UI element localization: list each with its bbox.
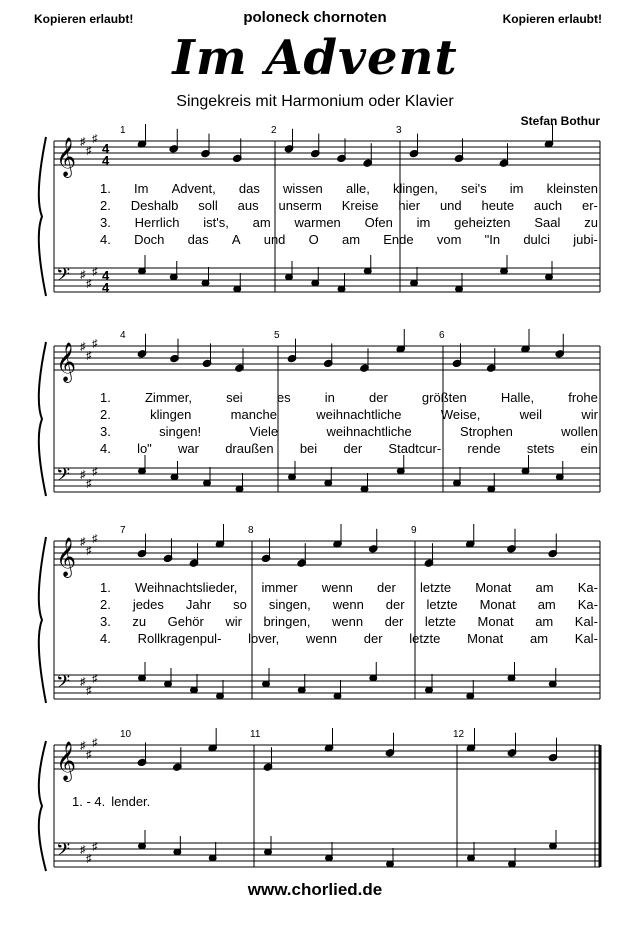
lyric-word: Monat — [477, 614, 514, 629]
verse-number: 3. — [100, 215, 111, 230]
measure-number: 6 — [439, 330, 445, 341]
lyric-word: dulci — [523, 232, 551, 247]
measure-number: 9 — [411, 525, 417, 536]
lyric-word: kleinsten — [546, 181, 598, 196]
lyric-word: jubi- — [573, 232, 598, 247]
bass-clef-icon: 𝄢 — [56, 840, 71, 865]
bass-notehead — [139, 268, 146, 274]
lyric-word: der — [343, 441, 363, 456]
lyric-word: Doch — [134, 232, 165, 247]
lyric-word: zu — [132, 614, 147, 629]
sharp-icon: ♯ — [80, 676, 86, 688]
lyric-word: am — [252, 215, 271, 230]
lyric-word: lo" — [137, 441, 152, 456]
measure-number: 4 — [120, 330, 126, 341]
lyric-line — [100, 580, 598, 595]
lyric-word: frohe — [568, 390, 598, 405]
sharp-icon: ♯ — [92, 841, 98, 853]
lyric-word: wir — [225, 614, 242, 629]
lyric-word: Jahr — [185, 597, 212, 612]
sharp-icon: ♯ — [80, 269, 86, 281]
bass-notehead — [171, 474, 178, 480]
sharp-icon: ♯ — [92, 266, 98, 278]
sharp-icon: ♯ — [80, 469, 86, 481]
lyric-line — [100, 631, 598, 646]
bass-notehead — [289, 474, 296, 480]
measure-number: 11 — [250, 729, 261, 740]
verse-number: 1. — [100, 580, 111, 595]
bass-notehead — [501, 268, 508, 274]
lyric-word: größten — [421, 390, 467, 405]
lyric-word: Zimmer, — [144, 390, 192, 405]
lyric-word: singen, — [268, 597, 311, 612]
lyric-word: sei's — [460, 181, 487, 196]
lyric-word: wir — [581, 407, 598, 422]
lyric-word: Im — [134, 181, 149, 196]
lyric-word: klingen — [150, 407, 192, 422]
bass-notehead — [298, 687, 305, 693]
website-url[interactable]: www.chorlied.de — [247, 880, 383, 899]
verse-number: 1. — [100, 181, 111, 196]
verse-number: 1. — [100, 390, 111, 405]
sharp-icon: ♯ — [92, 673, 98, 685]
sharp-icon: ♯ — [86, 853, 92, 865]
lyric-line — [100, 232, 598, 247]
lyric-word: weil — [519, 407, 543, 422]
lyric-word: auch — [533, 198, 563, 213]
measure-number: 12 — [453, 729, 465, 740]
lyric-line — [100, 390, 598, 405]
lyric-word: letzte — [426, 597, 458, 612]
lyric-word: A — [231, 232, 241, 247]
verse-number: 1. - 4. — [72, 794, 106, 809]
lyric-word: wollen — [561, 424, 598, 439]
lyric-word: der — [368, 390, 388, 405]
verse-number: 2. — [100, 407, 111, 422]
bass-notehead — [234, 286, 241, 292]
lyric-word: zu — [584, 215, 598, 230]
measure-number: 1 — [120, 125, 126, 136]
bass-notehead — [549, 681, 556, 687]
bass-notehead — [467, 693, 474, 699]
lyric-word: ist's, — [203, 215, 229, 230]
lyric-word: Ka- — [577, 597, 598, 612]
measure-number: 10 — [120, 729, 132, 740]
treble-clef-icon: 𝄞 — [56, 537, 77, 577]
bass-notehead — [361, 486, 368, 492]
copy-permission-left: Kopieren erlaubt! — [34, 12, 134, 26]
verse-number: 4. — [100, 232, 111, 247]
lyric-word: am — [537, 597, 556, 612]
lyric-word: Viele — [249, 424, 279, 439]
copy-permission-right: Kopieren erlaubt! — [502, 12, 602, 26]
lyric-line — [100, 215, 598, 230]
bass-notehead — [312, 280, 319, 286]
lyric-word: wenn — [305, 631, 338, 646]
lyric-word: aus — [237, 198, 259, 213]
sharp-icon: ♯ — [80, 341, 86, 353]
bass-notehead — [508, 675, 515, 681]
bass-notehead — [454, 480, 461, 486]
sharp-icon: ♯ — [92, 133, 98, 145]
lyric-word: Kal- — [574, 614, 598, 629]
bass-notehead — [411, 280, 418, 286]
bass-notehead — [334, 693, 341, 699]
lyric-word: singen! — [159, 424, 202, 439]
lyric-word: bei — [299, 441, 318, 456]
lyric-word: Kal- — [574, 631, 598, 646]
bass-notehead — [325, 480, 332, 486]
bass-notehead — [556, 474, 563, 480]
bass-clef-icon: 𝄢 — [56, 672, 71, 697]
bass-notehead — [139, 843, 146, 849]
lyric-word: ein — [580, 441, 598, 456]
sharp-icon: ♯ — [86, 685, 92, 697]
lyric-word: am — [535, 580, 554, 595]
bass-notehead — [209, 855, 216, 861]
bass-notehead — [509, 861, 516, 867]
sharp-icon: ♯ — [80, 536, 86, 548]
sharp-icon: ♯ — [80, 740, 86, 752]
time-signature-top: 4 — [102, 268, 110, 283]
lyric-word: Stadtcur- — [388, 441, 442, 456]
lyric-word: der — [363, 631, 383, 646]
bass-notehead — [426, 687, 433, 693]
bass-notehead — [170, 274, 177, 280]
measure-number: 8 — [248, 525, 254, 536]
bass-notehead — [139, 468, 146, 474]
lyric-word: und — [439, 198, 462, 213]
lyric-word: immer — [261, 580, 298, 595]
sharp-icon: ♯ — [92, 737, 98, 749]
lyric-word: der — [384, 614, 404, 629]
lyric-line — [100, 198, 598, 213]
song-title: Im Advent — [172, 30, 458, 86]
lyric-word: geheizten — [454, 215, 511, 230]
lyric-word: lender. — [111, 794, 151, 809]
system-brace — [39, 537, 46, 703]
verse-number: 2. — [100, 198, 111, 213]
lyric-word: letzte — [424, 614, 456, 629]
bass-clef-icon: 𝄢 — [56, 465, 71, 490]
lyric-word: O — [308, 232, 319, 247]
lyric-word: "In — [484, 232, 501, 247]
sharp-icon: ♯ — [80, 844, 86, 856]
bass-notehead — [191, 687, 198, 693]
lyric-word: war — [178, 441, 199, 456]
lyric-word: letzte — [419, 580, 452, 595]
lyric-word: draußen — [225, 441, 274, 456]
bass-notehead — [468, 855, 475, 861]
lyric-word: lover, — [248, 631, 280, 646]
lyric-word: am — [341, 232, 361, 247]
lyric-word: im — [509, 181, 524, 196]
bass-notehead — [202, 280, 209, 286]
bass-notehead — [397, 468, 404, 474]
lyric-word: in — [324, 390, 335, 405]
lyric-word: wissen — [283, 181, 323, 196]
lyric-word: Kreise — [341, 198, 379, 213]
lyric-word: wenn — [331, 614, 364, 629]
bass-notehead — [370, 675, 377, 681]
treble-clef-icon: 𝄞 — [56, 137, 77, 177]
lyric-word: Weihnachtslieder, — [135, 580, 238, 595]
measure-number: 2 — [271, 125, 277, 136]
lyric-word: das — [238, 181, 260, 196]
verse-number: 2. — [100, 597, 111, 612]
bass-notehead — [364, 268, 371, 274]
lyric-word: wenn — [321, 580, 353, 595]
verse-number: 3. — [100, 424, 111, 439]
lyric-line — [100, 181, 598, 196]
bass-clef-icon: 𝄢 — [56, 265, 71, 290]
bass-notehead — [550, 843, 557, 849]
lyric-word: am — [535, 614, 554, 629]
lyric-word: rende — [467, 441, 501, 456]
verse-number: 4. — [100, 631, 111, 646]
lyric-word: unserm — [278, 198, 322, 213]
time-signature-bottom: 4 — [102, 153, 110, 168]
sharp-icon: ♯ — [92, 533, 98, 545]
lyric-word: vom — [436, 232, 462, 247]
lyric-word: Saal — [534, 215, 561, 230]
verse-number: 3. — [100, 614, 111, 629]
lyric-word: der — [385, 597, 405, 612]
lyric-word: stets — [526, 441, 555, 456]
sharp-icon: ♯ — [86, 749, 92, 761]
bass-notehead — [488, 486, 495, 492]
system-brace — [39, 342, 46, 496]
lyric-line — [100, 407, 598, 422]
sharp-icon: ♯ — [86, 278, 92, 290]
lyric-word: Ende — [383, 232, 414, 247]
lyric-line — [100, 441, 598, 456]
lyric-word: warmen — [294, 215, 341, 230]
bass-notehead — [174, 849, 181, 855]
lyric-line — [72, 794, 212, 809]
composer-name: Stefan Bothur — [520, 114, 600, 128]
bass-notehead — [546, 274, 553, 280]
bass-notehead — [387, 861, 394, 867]
lyric-word: heute — [481, 198, 515, 213]
bass-notehead — [326, 855, 333, 861]
lyric-word: Rollkragenpul- — [137, 631, 222, 646]
lyric-word: Ofen — [364, 215, 393, 230]
lyric-word: im — [416, 215, 431, 230]
time-signature-bottom: 4 — [102, 280, 110, 295]
bass-notehead — [522, 468, 529, 474]
lyric-word: soll — [198, 198, 218, 213]
bass-notehead — [165, 681, 172, 687]
lyric-word: am — [529, 631, 549, 646]
lyric-word: alle, — [345, 181, 370, 196]
lyric-word: weihnachtliche — [316, 407, 402, 422]
bass-notehead — [139, 675, 146, 681]
lyric-line — [100, 597, 598, 612]
lyric-line — [100, 424, 598, 439]
lyric-word: Advent, — [171, 181, 216, 196]
measure-number: 7 — [120, 525, 126, 536]
publisher-name: poloneck chornoten — [243, 9, 387, 26]
sharp-icon: ♯ — [86, 350, 92, 362]
lyric-word: bringen, — [263, 614, 311, 629]
lyric-word: hier — [398, 198, 421, 213]
lyric-word: jedes — [132, 597, 164, 612]
lyric-word: klingen, — [393, 181, 438, 196]
lyric-word: das — [187, 232, 209, 247]
sharp-icon: ♯ — [86, 478, 92, 490]
sharp-icon: ♯ — [92, 338, 98, 350]
lyric-word: so — [233, 597, 247, 612]
lyric-word: Ka- — [577, 580, 598, 595]
lyric-word: letzte — [409, 631, 441, 646]
lyric-line — [100, 614, 598, 629]
lyric-word: er- — [581, 198, 598, 213]
treble-clef-icon: 𝄞 — [56, 342, 77, 382]
lyric-word: es — [276, 390, 291, 405]
lyric-word: der — [377, 580, 396, 595]
lyric-word: Monat — [479, 597, 516, 612]
lyric-word: Gehör — [167, 614, 204, 629]
system-brace — [39, 741, 46, 871]
sharp-icon: ♯ — [80, 136, 86, 148]
treble-clef-icon: 𝄞 — [56, 741, 77, 781]
bass-notehead — [286, 274, 293, 280]
lyric-word: Monat — [475, 580, 512, 595]
lyric-word: Strophen — [460, 424, 513, 439]
lyric-word: Herrlich — [134, 215, 180, 230]
time-signature-top: 4 — [102, 141, 110, 156]
lyric-word: manche — [230, 407, 277, 422]
bass-notehead — [456, 286, 463, 292]
lyric-word: wenn — [332, 597, 364, 612]
verse-number: 4. — [100, 441, 111, 456]
sharp-icon: ♯ — [92, 466, 98, 478]
measure-number: 3 — [396, 125, 402, 136]
lyric-word: Deshalb — [130, 198, 179, 213]
bass-notehead — [263, 681, 270, 687]
bass-notehead — [236, 486, 243, 492]
lyric-word: und — [263, 232, 286, 247]
bass-notehead — [204, 480, 211, 486]
lyric-word: Halle, — [500, 390, 535, 405]
measure-number: 5 — [274, 330, 280, 341]
sharp-icon: ♯ — [86, 145, 92, 157]
song-subtitle: Singekreis mit Harmonium oder Klavier — [176, 93, 454, 110]
lyric-word: Weise, — [440, 407, 481, 422]
bass-notehead — [217, 693, 224, 699]
system-brace — [39, 137, 46, 296]
lyric-word: Monat — [467, 631, 504, 646]
lyric-word: sei — [226, 390, 243, 405]
sharp-icon: ♯ — [86, 545, 92, 557]
bass-notehead — [338, 286, 345, 292]
lyric-word: weihnachtliche — [326, 424, 412, 439]
bass-notehead — [265, 849, 272, 855]
